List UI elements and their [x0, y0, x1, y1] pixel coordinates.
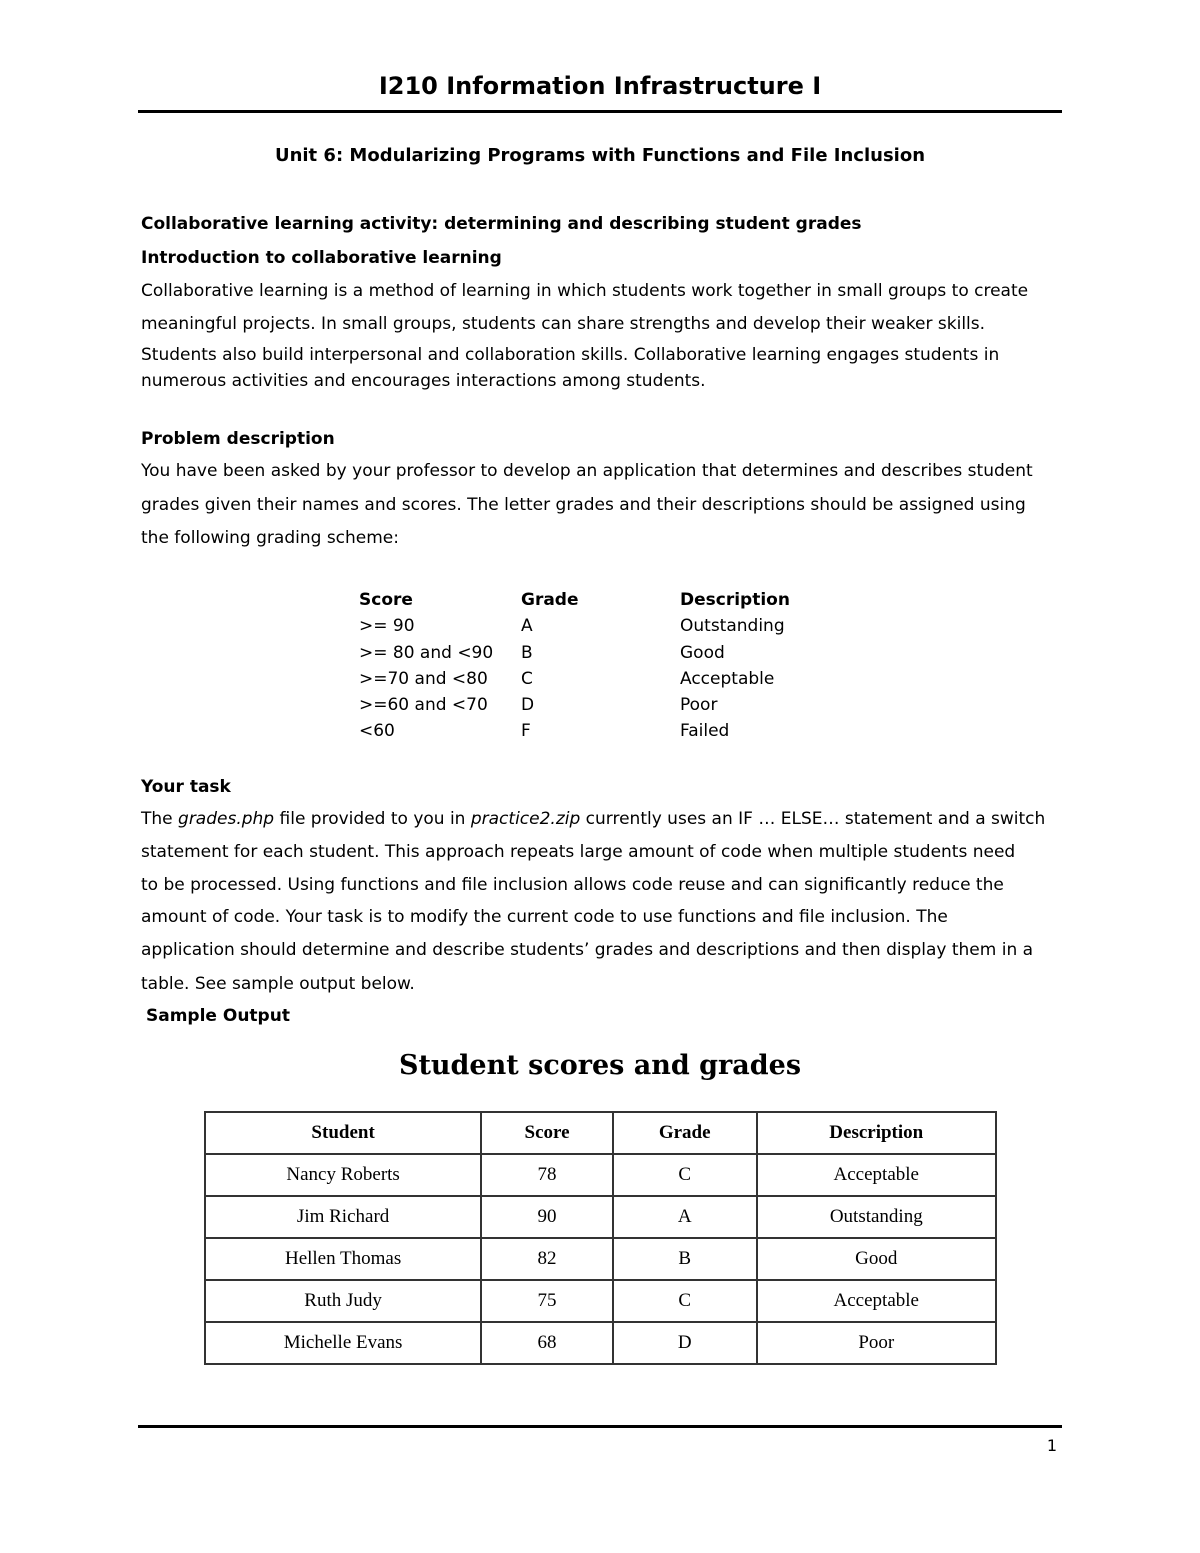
task-line: [141, 809, 1045, 829]
grade-description: Failed: [680, 721, 730, 741]
table-row: [205, 1322, 996, 1364]
unit-title: Unit 6: Modularizing Programs with Functions and File Inclusion: [274, 145, 926, 166]
table-row: [205, 1280, 996, 1322]
grade-column-header: Grade: [613, 1112, 757, 1154]
problem-line: grades given their names and scores. The letter grades and their descriptions should be assigned using: [141, 495, 1026, 515]
student-score: 75: [481, 1280, 613, 1322]
intro-paragraph: [141, 281, 1071, 401]
practice-zip-filename: practice2.zip: [470, 809, 581, 829]
score-column-header: Score: [359, 590, 413, 610]
student-score: 90: [481, 1196, 613, 1238]
task-text: file provided to you in: [274, 809, 471, 829]
sample-output-label: Sample Output: [146, 1006, 290, 1026]
table-row: [205, 1154, 996, 1196]
student-name: Ruth Judy: [205, 1280, 481, 1322]
score-range: >=60 and <70: [359, 695, 488, 715]
task-text: currently uses an IF … ELSE… statement and a switch: [580, 809, 1046, 829]
student-score: 68: [481, 1322, 613, 1364]
student-description: Good: [757, 1238, 996, 1280]
task-heading: Your task: [141, 777, 231, 797]
student-description: Poor: [757, 1322, 996, 1364]
description-column-header: Description: [757, 1112, 996, 1154]
task-line: amount of code. Your task is to modify the current code to use functions and file inclusion. The: [141, 907, 948, 927]
description-column-header: Description: [680, 590, 790, 610]
task-line: application should determine and describe students’ grades and descriptions and then display them in a: [141, 940, 1034, 960]
student-grade: C: [613, 1280, 757, 1322]
task-line: statement for each student. This approach repeats large amount of code when multiple students need: [141, 842, 1016, 862]
letter-grade: F: [521, 721, 531, 741]
student-grade: C: [613, 1154, 757, 1196]
sample-output-table: [204, 1111, 997, 1365]
score-range: >= 90: [359, 616, 415, 636]
intro-line: Collaborative learning is a method of learning in which students work together in small groups to create: [141, 281, 1029, 301]
student-grade: B: [613, 1238, 757, 1280]
student-grade: A: [613, 1196, 757, 1238]
problem-paragraph: [141, 461, 1071, 561]
student-description: Acceptable: [757, 1280, 996, 1322]
letter-grade: B: [521, 643, 533, 663]
score-column-header: Score: [481, 1112, 613, 1154]
student-score: 78: [481, 1154, 613, 1196]
letter-grade: C: [521, 669, 533, 689]
score-range: <60: [359, 721, 395, 741]
footer-divider: [138, 1425, 1062, 1428]
problem-line: You have been asked by your professor to develop an application that determines and describes student: [141, 461, 1033, 481]
student-column-header: Student: [205, 1112, 481, 1154]
intro-heading: Introduction to collaborative learning: [141, 248, 502, 268]
grading-scheme-table: [359, 590, 959, 750]
intro-line: numerous activities and encourages interactions among students.: [141, 371, 706, 391]
table-header-row: [205, 1112, 996, 1154]
activity-heading: Collaborative learning activity: determining and describing student grades: [141, 214, 862, 234]
task-line: table. See sample output below.: [141, 974, 415, 994]
task-line: to be processed. Using functions and file inclusion allows code reuse and can significantly reduce the: [141, 875, 1004, 895]
grade-description: Outstanding: [680, 616, 785, 636]
page-header-title: I210 Information Infrastructure I: [378, 72, 822, 100]
intro-line: meaningful projects. In small groups, students can share strengths and develop their weaker skills.: [141, 314, 986, 334]
student-grade: D: [613, 1322, 757, 1364]
grade-description: Good: [680, 643, 725, 663]
table-row: [205, 1238, 996, 1280]
sample-output-title: Student scores and grades: [398, 1050, 802, 1081]
grades-php-filename: grades.php: [178, 809, 275, 829]
grade-description: Acceptable: [680, 669, 775, 689]
student-score: 82: [481, 1238, 613, 1280]
grade-description: Poor: [680, 695, 718, 715]
letter-grade: A: [521, 616, 533, 636]
task-paragraph: [141, 809, 1071, 1009]
task-text: The: [141, 809, 179, 829]
score-range: >=70 and <80: [359, 669, 488, 689]
student-name: Nancy Roberts: [205, 1154, 481, 1196]
student-name: Jim Richard: [205, 1196, 481, 1238]
student-name: Michelle Evans: [205, 1322, 481, 1364]
table-row: [205, 1196, 996, 1238]
letter-grade: D: [521, 695, 535, 715]
student-description: Outstanding: [757, 1196, 996, 1238]
student-description: Acceptable: [757, 1154, 996, 1196]
intro-line: Students also build interpersonal and collaboration skills. Collaborative learning engages students in: [141, 345, 1000, 365]
student-name: Hellen Thomas: [205, 1238, 481, 1280]
header-divider: [138, 110, 1062, 113]
problem-heading: Problem description: [141, 429, 335, 449]
problem-line: the following grading scheme:: [141, 528, 399, 548]
page-number: 1: [1046, 1436, 1057, 1455]
score-range: >= 80 and <90: [359, 643, 494, 663]
grade-column-header: Grade: [521, 590, 579, 610]
